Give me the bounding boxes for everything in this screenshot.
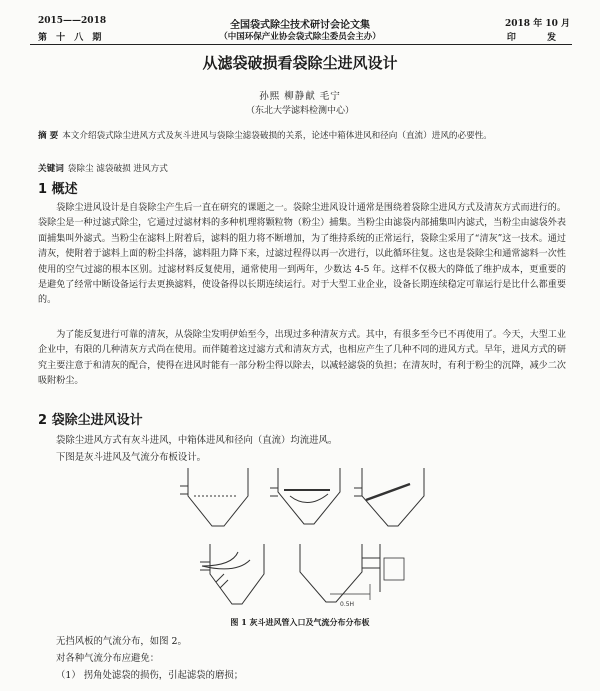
paper-title: 从滤袋破损看袋除尘进风设计 <box>202 54 398 72</box>
header-issue: 第 十 八 期 <box>38 33 105 43</box>
keywords-label: 关键词 <box>38 164 64 174</box>
header-rule <box>30 44 572 45</box>
header-years: 2015——2018 <box>38 16 107 26</box>
abstract-label: 摘 要 <box>38 131 59 141</box>
keywords <box>38 162 564 174</box>
section-2-line-4: 对各种气流分布应避免： <box>56 653 160 664</box>
paper-affiliation: （东北大学滤料检测中心） <box>245 106 354 116</box>
section-2-line-1: 袋除尘进风方式有灰斗进风，中箱体进风和径向（直流）均流进风。 <box>56 435 338 446</box>
paper-authors: 孙熙 柳静献 毛宁 <box>259 91 341 102</box>
header-printed: 印 发 <box>506 33 570 43</box>
figure-1-caption: 图 1 灰斗进风管入口及气流分布分布板 <box>230 617 370 627</box>
section-2-line-2: 下图是灰斗进风及气流分布板设计。 <box>56 452 207 463</box>
abstract-text: 本文介绍袋式除尘进风方式及灰斗进风与袋除尘滤袋破损的关系，论述中箱体进风和径向（直流）进风的必要性。 <box>62 131 492 141</box>
section-2-list-item-1: （1） 拐角处滤袋的损伤，引起滤袋的磨损； <box>56 670 244 681</box>
keywords-text: 袋除尘 滤袋破损 进风方式 <box>67 164 168 174</box>
header-organizer: （中国环保产业协会袋式除尘委员会主办） <box>219 32 381 42</box>
hopper-diagram-d <box>200 544 264 604</box>
hopper-diagram-e <box>300 544 404 602</box>
hopper-diagram-b <box>270 468 340 524</box>
section-1-paragraph-2: 为了能反复进行可靠的清灰，从袋除尘发明伊始至今，出现过多种清灰方式。其中，有很多至今已不再使用了。今天，大型工业企业中，有限的几种清灰方式尚在使用。而伴随着这过滤方式和清灰方式，也相应产生了几种不同的进风方式。早年，进风方式的研究主要注意于和清灰的配合，使得在进风时能有一部分粉尘得以除去，以减轻滤袋的负担；在清灰时，有利于粉尘的沉降，减少二次吸附粉尘。 <box>38 330 566 387</box>
section-2-line-3: 无挡风板的气流分布，如图 2。 <box>56 636 187 647</box>
hopper-diagram-c <box>354 468 424 526</box>
running-header <box>0 14 600 44</box>
section-2-heading: 2 袋除尘进风设计 <box>38 413 143 428</box>
abstract <box>38 129 564 144</box>
figure-1-hopper-inlet-diagram <box>180 466 430 612</box>
dimension-label: 0.5H <box>340 601 355 608</box>
section-1-heading: 1 概述 <box>38 182 78 197</box>
hopper-diagram-a <box>180 468 248 526</box>
header-proceedings-title: 全国袋式除尘技术研讨会论文集 <box>230 20 370 31</box>
section-1-paragraph-1: 袋除尘进风设计是自袋除尘产生后一直在研究的课题之一。袋除尘进风设计通常是围绕着袋除尘进风方式及清灰方式而进行的。袋除尘是一种过滤式除尘，它通过过滤材料的多种机理将颗粒物（粉尘）捕集。当粉尘由滤袋内部捕集叫内滤式，当粉尘由滤袋外表面捕集叫外滤式。当粉尘在滤料上附着后，滤料的阻力将不断增加，为了维持系统的正常运行，袋除尘采用了“清灰”这一技术。通过清灰，使附着于滤料上面的粉尘抖落，滤料阻力降下来，过滤过程得以再一次进行，以此循环往复。这也是袋除尘和通常滤料一次性使用的空气过滤的根本区别。过滤材料反复使用，通常使用一到两年，少数达 4-5 年。这样不仅极大的降低了维护成本，更重要的是避免了经常中断设备运行去更换滤料，使设备得以长期连续运行。对于大型工业企业，设备长期连续稳定可靠运行是比什么都重要的。 <box>38 203 566 306</box>
header-date: 2018 年 10 月 <box>505 19 570 29</box>
